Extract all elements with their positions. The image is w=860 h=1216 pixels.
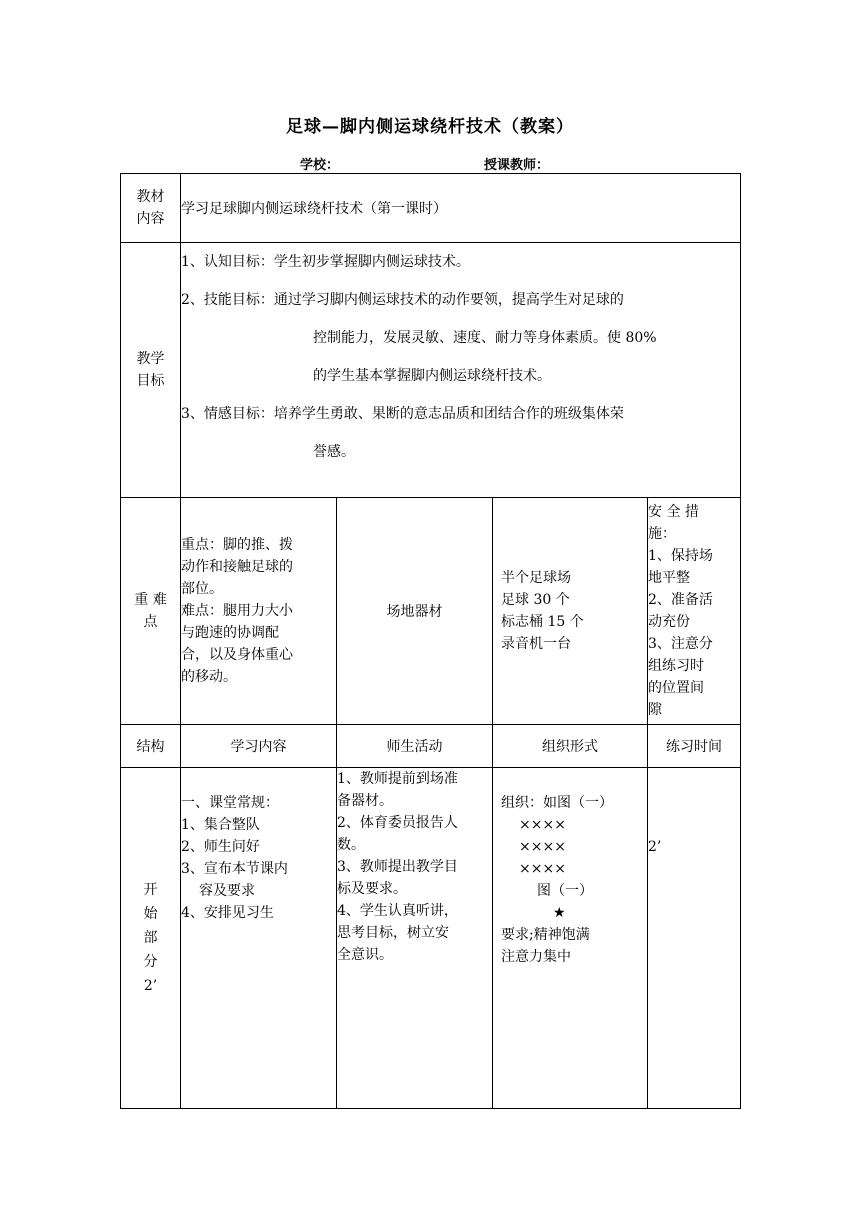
structure-char: 分 xyxy=(143,954,158,970)
safety-line: 施： xyxy=(648,526,676,542)
requirement-line: 要求;精神饱满 xyxy=(501,927,590,943)
safety-line: 3、注意分 xyxy=(648,636,713,652)
goal-skill-line1: 2、技能目标：通过学习脚内侧运球技术的动作要领，提高学生对足球的 xyxy=(181,292,624,308)
goal-skill xyxy=(181,281,740,395)
venue-label: 场地器材 xyxy=(337,498,493,725)
equipment-list xyxy=(493,498,648,725)
material-label xyxy=(121,174,181,243)
activity-line: 3、教师提出教学目 xyxy=(337,859,458,875)
activity-line: 1、教师提前到场准 xyxy=(337,771,458,787)
activity-line: 标及要求。 xyxy=(337,881,407,897)
header-structure: 结构 xyxy=(121,725,181,768)
safety-line: 安 全 措 xyxy=(648,504,699,520)
safety-line: 的位置间 xyxy=(648,680,704,696)
safety-measures xyxy=(648,498,741,725)
equipment-item: 足球 30 个 xyxy=(501,592,570,608)
header-time: 练习时间 xyxy=(648,725,741,768)
key-line: 部位。 xyxy=(181,581,223,597)
key-points-label xyxy=(121,498,181,725)
school-label: 学校： xyxy=(300,158,340,173)
content-line: 一、课堂常规： xyxy=(181,795,279,811)
key-line: 合，以及身体重心 xyxy=(181,647,293,663)
goal-emotional-line1: 3、情感目标：培养学生勇敢、果断的意志品质和团结合作的班级集体荣 xyxy=(181,406,624,422)
row-material xyxy=(121,174,741,243)
row-headers xyxy=(121,725,741,768)
safety-line: 2、准备活 xyxy=(648,592,713,608)
opening-structure xyxy=(121,768,181,1109)
lesson-plan-table xyxy=(120,173,741,1109)
opening-activity xyxy=(337,768,493,1109)
structure-char: 2’ xyxy=(143,978,158,994)
document-title: 足球—脚内侧运球绕杆技术（教案） xyxy=(286,117,574,137)
equipment-item: 半个足球场 xyxy=(501,570,571,586)
header-organization: 组织形式 xyxy=(493,725,648,768)
material-content: 学习足球脚内侧运球绕杆技术（第一课时） xyxy=(181,174,741,243)
goal-skill-line3: 的学生基本掌握脚内侧运球绕杆技术。 xyxy=(313,368,551,384)
goal-emotional-line2: 誉感。 xyxy=(313,444,355,460)
activity-line: 4、学生认真听讲， xyxy=(337,903,458,919)
formation-row: ×××× xyxy=(519,861,566,877)
activity-line: 思考目标，树立安 xyxy=(337,925,449,941)
header-activity: 师生活动 xyxy=(337,725,493,768)
content-line: 容及要求 xyxy=(199,883,255,899)
key-line: 的移动。 xyxy=(181,669,237,685)
goal-skill-line2: 控制能力，发展灵敏、速度、耐力等身体素质。使 80% xyxy=(313,330,657,346)
formation-row: ×××× xyxy=(519,817,566,833)
goals-content xyxy=(181,243,741,498)
row-key-points xyxy=(121,498,741,725)
teacher-label: 授课教师： xyxy=(484,158,550,173)
safety-line: 隙 xyxy=(648,702,662,718)
row-goals xyxy=(121,243,741,498)
material-label-line1: 教材 xyxy=(136,189,165,205)
equipment-item: 录音机一台 xyxy=(501,636,571,652)
activity-line: 备器材。 xyxy=(337,793,393,809)
goal-emotional xyxy=(181,395,740,471)
safety-line: 地平整 xyxy=(648,570,690,586)
structure-char: 部 xyxy=(143,930,158,946)
structure-char: 始 xyxy=(143,906,158,922)
formation-row: ×××× xyxy=(519,839,566,855)
content-line: 2、师生问好 xyxy=(181,839,260,855)
safety-line: 1、保持场 xyxy=(648,548,713,564)
content-line: 4、安排见习生 xyxy=(181,905,274,921)
content-line: 1、集合整队 xyxy=(181,817,260,833)
key-points-label-line2: 点 xyxy=(143,614,158,630)
equipment-item: 标志桶 15 个 xyxy=(501,614,584,630)
activity-line: 全意识。 xyxy=(337,947,393,963)
figure-caption: 图（一） xyxy=(537,883,593,899)
key-line: 难点：腿用力大小 xyxy=(181,603,293,619)
row-opening xyxy=(121,768,741,1109)
opening-organization xyxy=(493,768,648,1109)
key-points-label-line1: 重 难 xyxy=(134,592,167,608)
structure-char: 开 xyxy=(143,882,158,898)
opening-time: 2’ xyxy=(648,768,741,1109)
key-line: 动作和接触足球的 xyxy=(181,559,293,575)
material-label-line2: 内容 xyxy=(136,211,165,227)
activity-line: 数。 xyxy=(337,837,365,853)
org-line: 组织：如图（一） xyxy=(501,795,613,811)
teacher-star-icon: ★ xyxy=(553,905,566,921)
safety-line: 组练习时 xyxy=(648,658,704,674)
header-content: 学习内容 xyxy=(181,725,337,768)
key-points-content xyxy=(181,498,337,725)
goal-cognitive: 1、认知目标：学生初步掌握脚内侧运球技术。 xyxy=(181,254,470,270)
goals-label-line2: 目标 xyxy=(136,373,165,389)
content-line: 3、宣布本节课内 xyxy=(181,861,288,877)
goals-label xyxy=(121,243,181,498)
opening-content xyxy=(181,768,337,1109)
goals-label-line1: 教学 xyxy=(136,351,165,367)
key-line: 重点：脚的推、拨 xyxy=(181,537,293,553)
key-line: 与跑速的协调配 xyxy=(181,625,279,641)
activity-line: 2、体育委员报告人 xyxy=(337,815,458,831)
safety-line: 动充份 xyxy=(648,614,690,630)
requirement-line: 注意力集中 xyxy=(501,949,571,965)
